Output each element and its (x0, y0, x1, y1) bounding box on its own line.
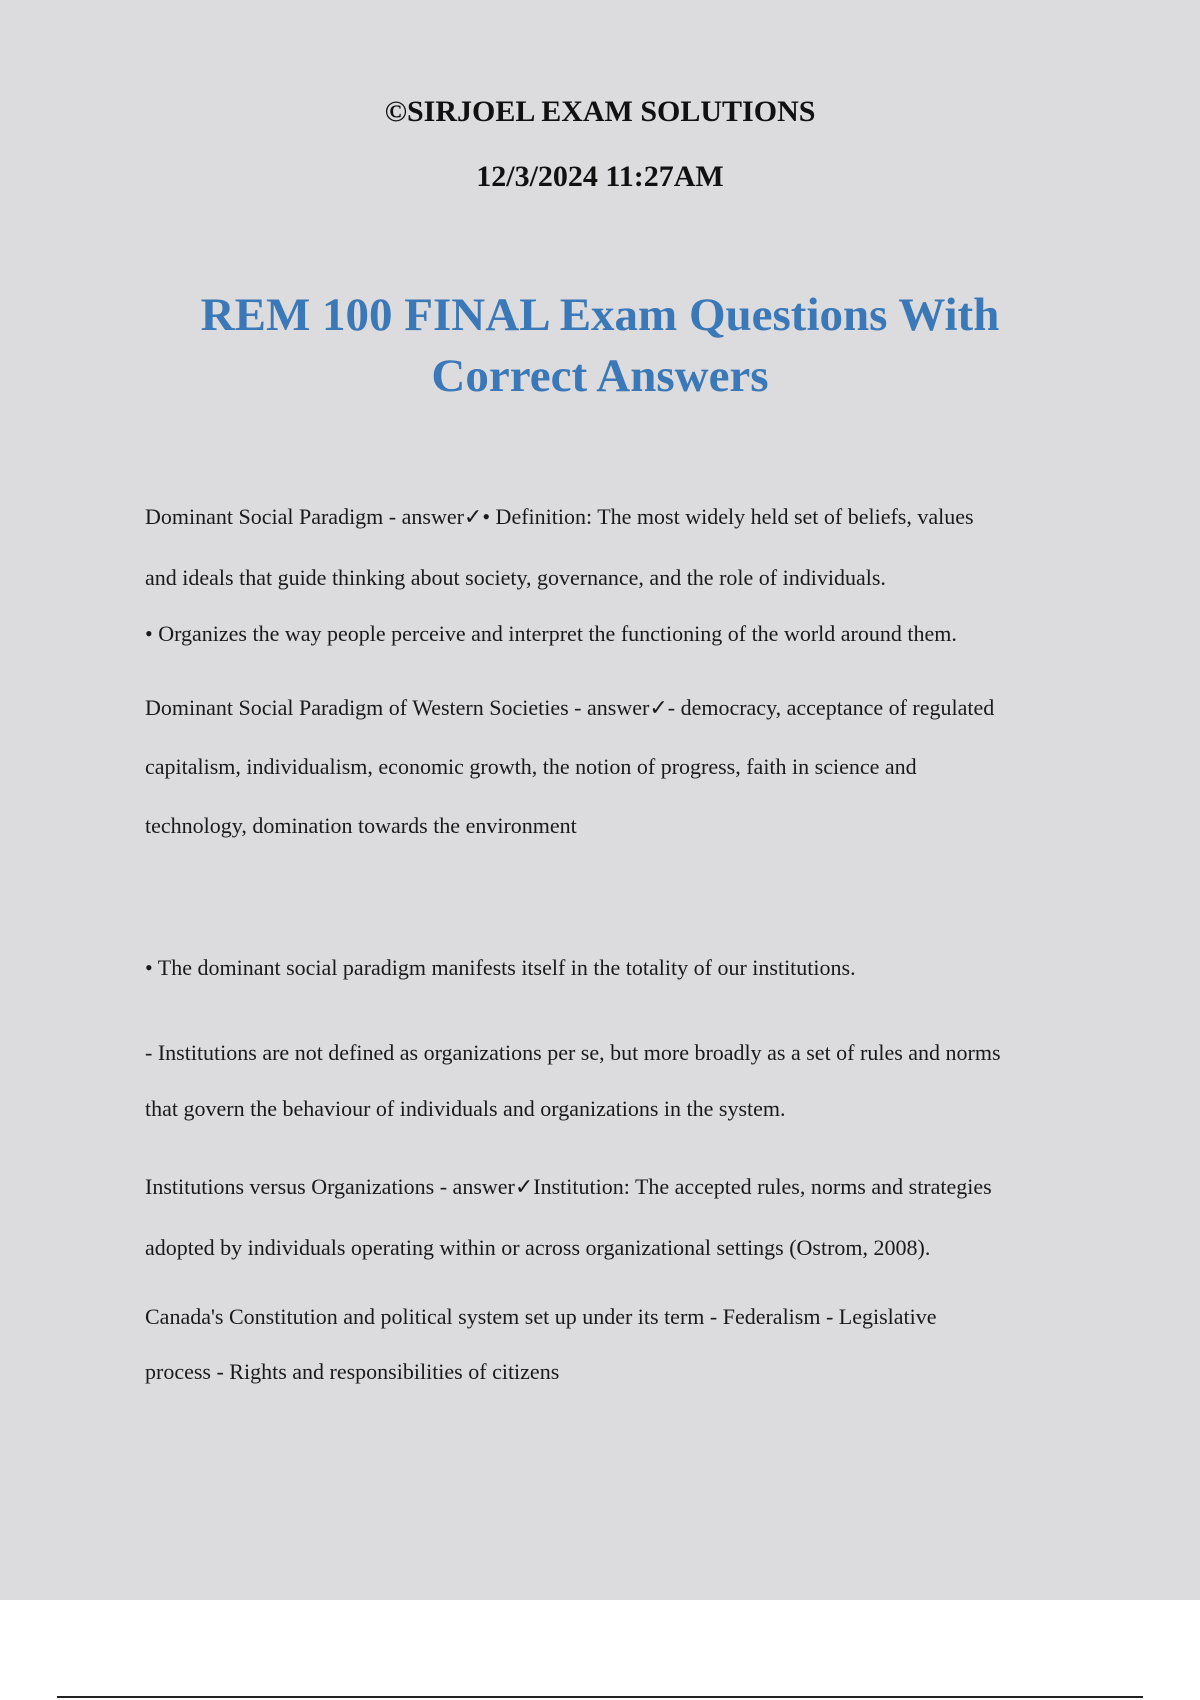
text-line: capitalism, individualism, economic growth, the notion of progress, faith in science and (145, 754, 917, 779)
text-line: • The dominant social paradigm manifests itself in the totality of our institutions. (145, 955, 856, 980)
text-line: and ideals that guide thinking about society, governance, and the role of individuals. (145, 565, 886, 590)
paragraph-western-societies (145, 692, 1095, 842)
title-line: REM 100 FINAL Exam Questions With (200, 289, 1000, 341)
paragraph-manifests (145, 952, 1095, 984)
text-line: that govern the behaviour of individuals and organizations in the system. (145, 1096, 786, 1121)
text-line: adopted by individuals operating within or across organizational settings (Ostrom, 2008). (145, 1235, 931, 1260)
paragraph-dominant-social-paradigm (145, 486, 1095, 608)
text-line: • Organizes the way people perceive and interpret the functioning of the world around them. (145, 621, 957, 646)
company-header: ©SIRJOEL EXAM SOLUTIONS (384, 95, 816, 128)
text-line: Dominant Social Paradigm - answer✓• Definition: The most widely held set of beliefs, values (145, 504, 974, 529)
paragraph-institutions-vs-organizations (145, 1156, 1095, 1278)
paragraph-institutions-defined (145, 1025, 1095, 1137)
date-header: 12/3/2024 11:27AM (476, 160, 724, 193)
paragraph-canada-constitution (145, 1289, 1095, 1399)
footer-rule (57, 1696, 1143, 1698)
paragraph-organizes (145, 618, 1095, 650)
text-line: Canada's Constitution and political system set up under its term - Federalism - Legislative (145, 1304, 937, 1329)
text-line: Dominant Social Paradigm of Western Societies - answer✓- democracy, acceptance of regulated (145, 695, 995, 720)
text-line: Institutions versus Organizations - answer✓Institution: The accepted rules, norms and strategies (145, 1174, 992, 1199)
text-line: - Institutions are not defined as organizations per se, but more broadly as a set of rules and norms (145, 1040, 1001, 1065)
text-line: technology, domination towards the environment (145, 813, 577, 838)
text-line: process - Rights and responsibilities of citizens (145, 1359, 560, 1384)
document-title (150, 285, 1050, 407)
title-line: Correct Answers (431, 350, 769, 402)
